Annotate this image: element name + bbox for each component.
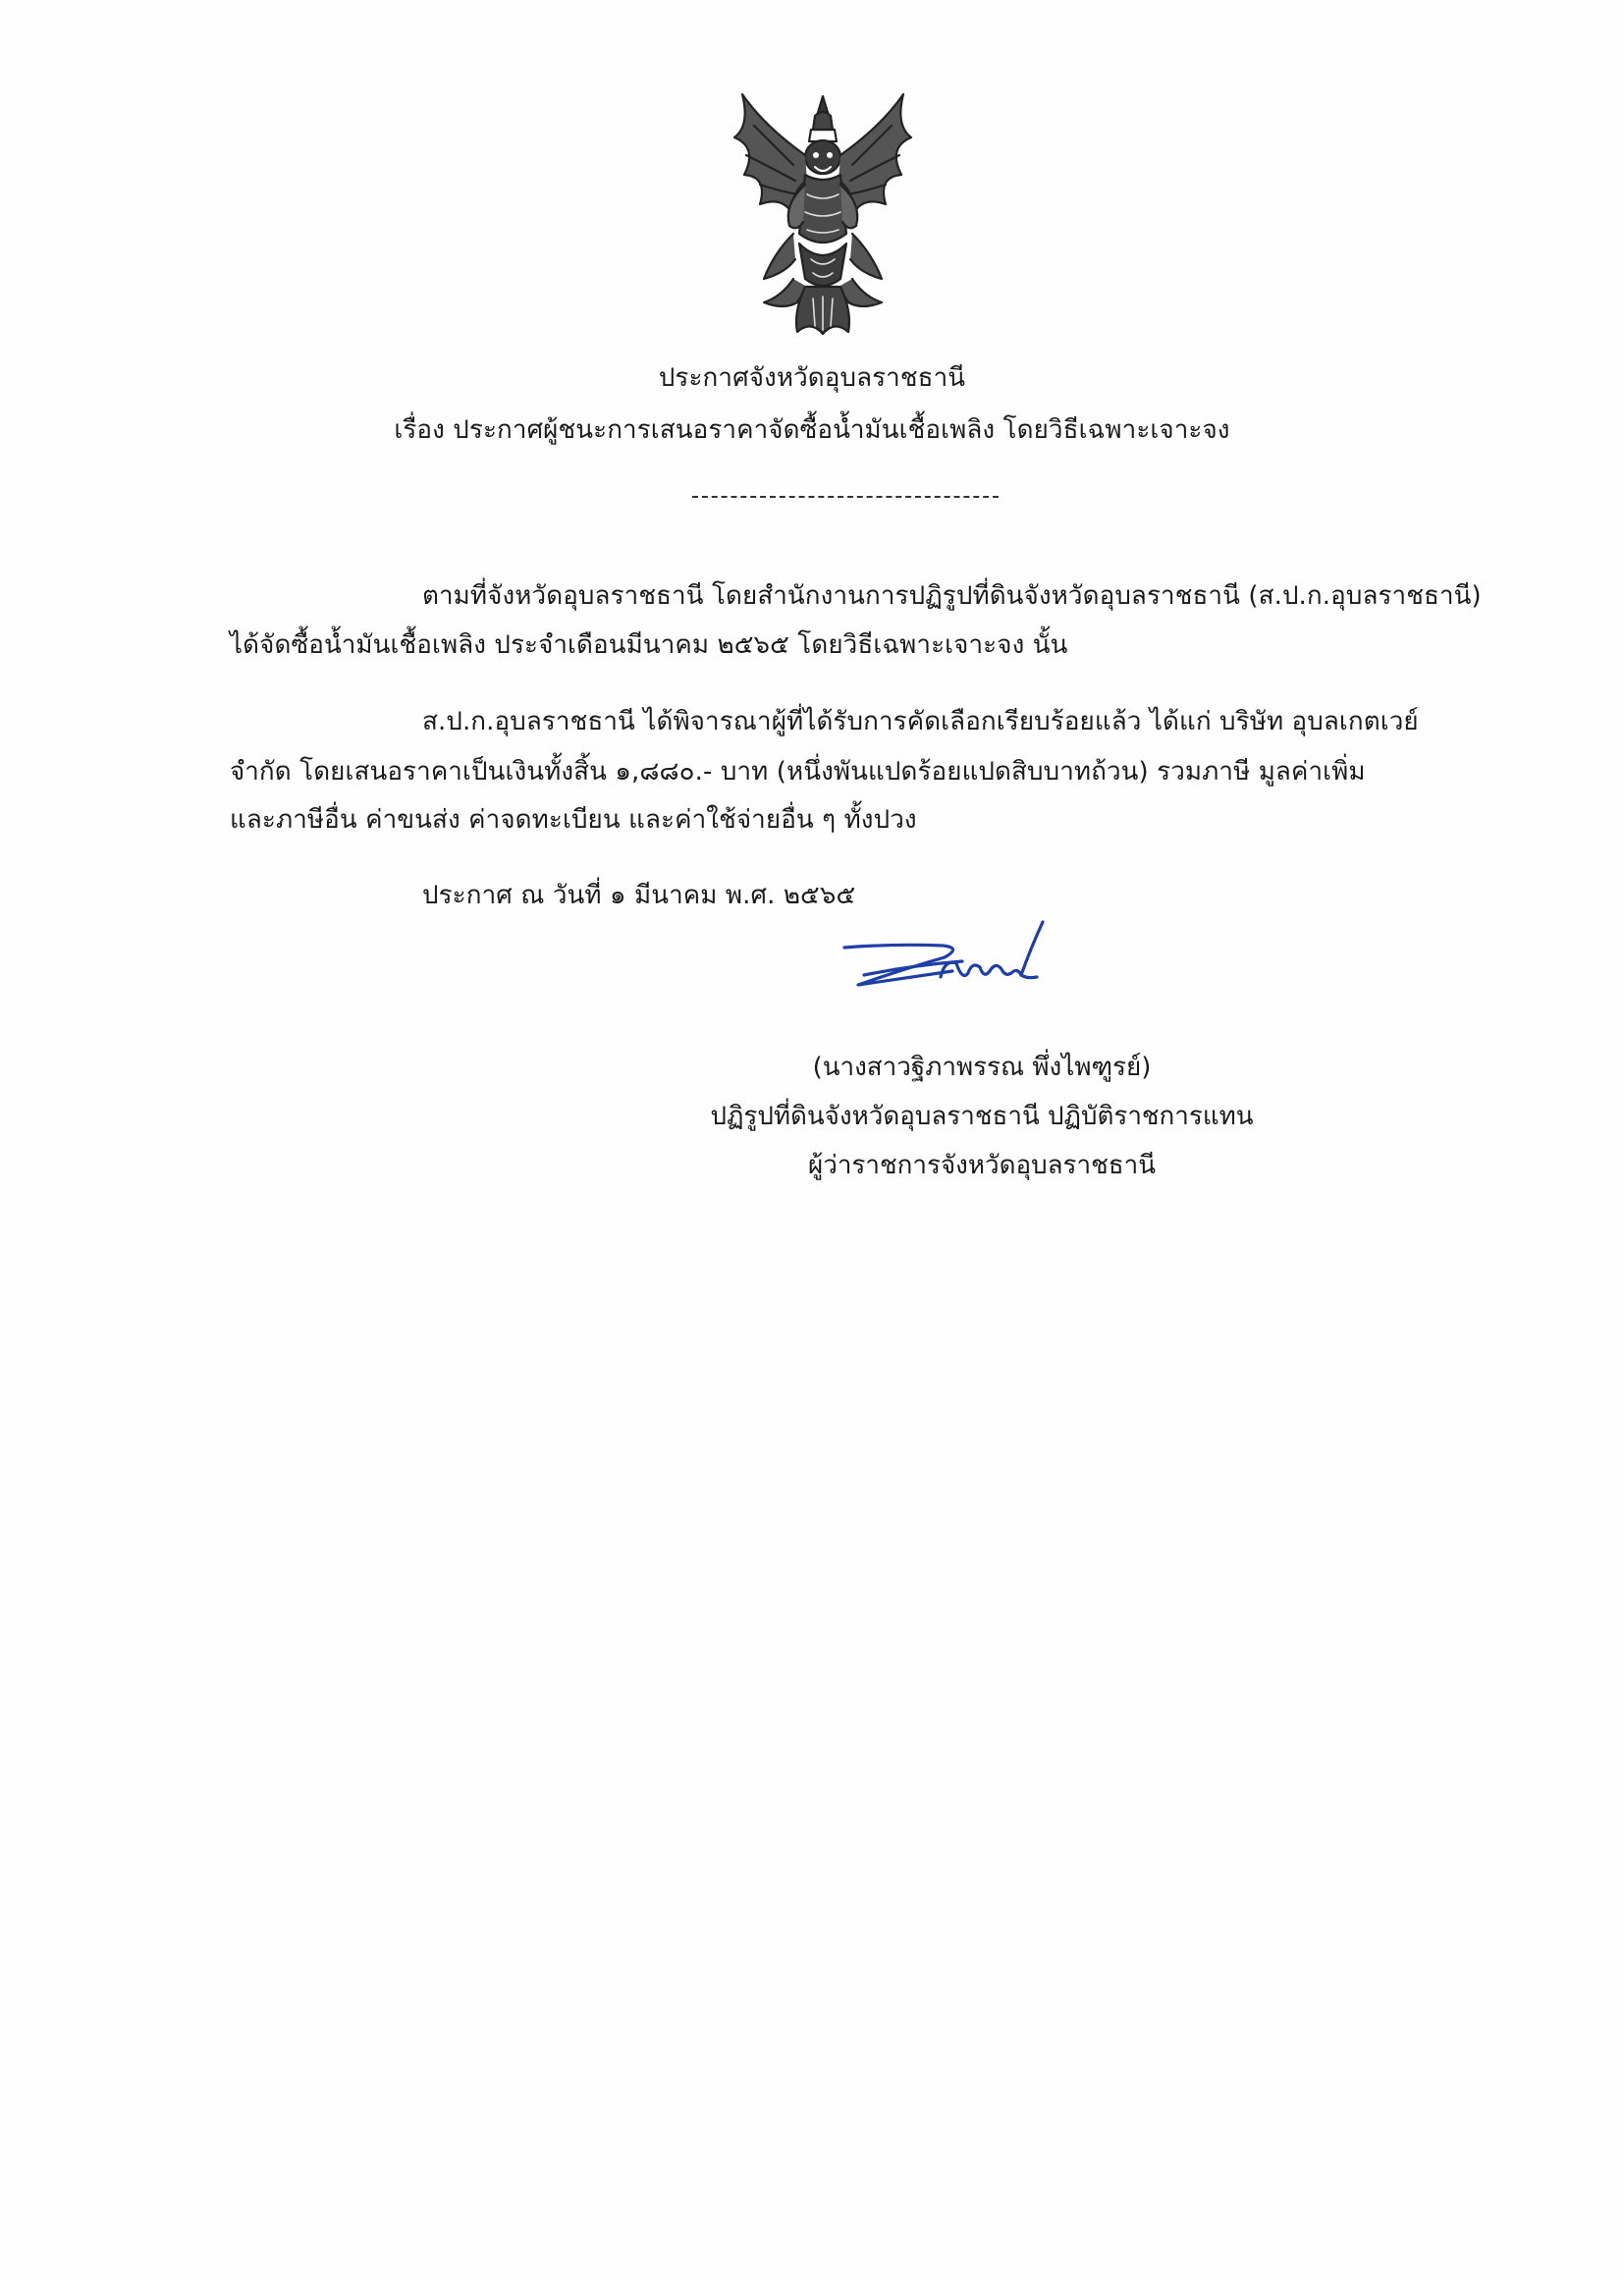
signatory-position-line-1: ปฏิรูปที่ดินจังหวัดอุบลราชธานี ปฏิบัติราชการแทน	[710, 1102, 1254, 1131]
paragraph-2-line-1: ส.ป.ก.อุบลราชธานี ได้พิจารณาผู้ที่ได้รับการคัดเลือกเรียบร้อยแล้ว ได้แก่ บริษัท อุบลเกตเวย์	[422, 707, 1419, 736]
paragraph-1-line-1: ตามที่จังหวัดอุบลราชธานี โดยสำนักงานการปฏิรูปที่ดินจังหวัดอุบลราชธานี (ส.ป.ก.อุบลราชธานี)	[422, 581, 1482, 611]
paragraph-2-line-3: และภาษีอื่น ค่าขนส่ง ค่าจดทะเบียน และค่าใช้จ่ายอื่น ๆ ทั้งปวง	[230, 805, 917, 835]
announce-date: ประกาศ ณ วันที่ ๑ มีนาคม พ.ศ. ๒๕๖๕	[422, 881, 856, 910]
paragraph-1-line-2: ได้จัดซื้อน้ำมันเชื้อเพลิง ประจำเดือนมีนาคม ๒๕๖๕ โดยวิธีเฉพาะเจาะจง นั้น	[230, 630, 1068, 660]
announcement-subject: เรื่อง ประกาศผู้ชนะการเสนอราคาจัดซื้อน้ำมันเชื้อเพลิง โดยวิธีเฉพาะเจาะจง	[394, 415, 1230, 445]
signatory-position-line-2: ผู้ว่าราชการจังหวัดอุบลราชธานี	[807, 1151, 1156, 1180]
garuda-emblem-icon	[725, 86, 921, 340]
signatory-name: (นางสาวฐิภาพรรณ พึ่งไพฑูรย์)	[812, 1053, 1152, 1082]
announcement-title: ประกาศจังหวัดอุบลราชธานี	[658, 363, 966, 393]
handwritten-signature	[835, 918, 1080, 1006]
title-separator	[692, 496, 999, 498]
paragraph-2-line-2: จำกัด โดยเสนอราคาเป็นเงินทั้งสิ้น ๑,๘๘๐.- บาท (หนึ่งพันแปดร้อยแปดสิบบาทถ้วน) รวมภาษี มูลค่าเพิ่ม	[230, 757, 1366, 787]
